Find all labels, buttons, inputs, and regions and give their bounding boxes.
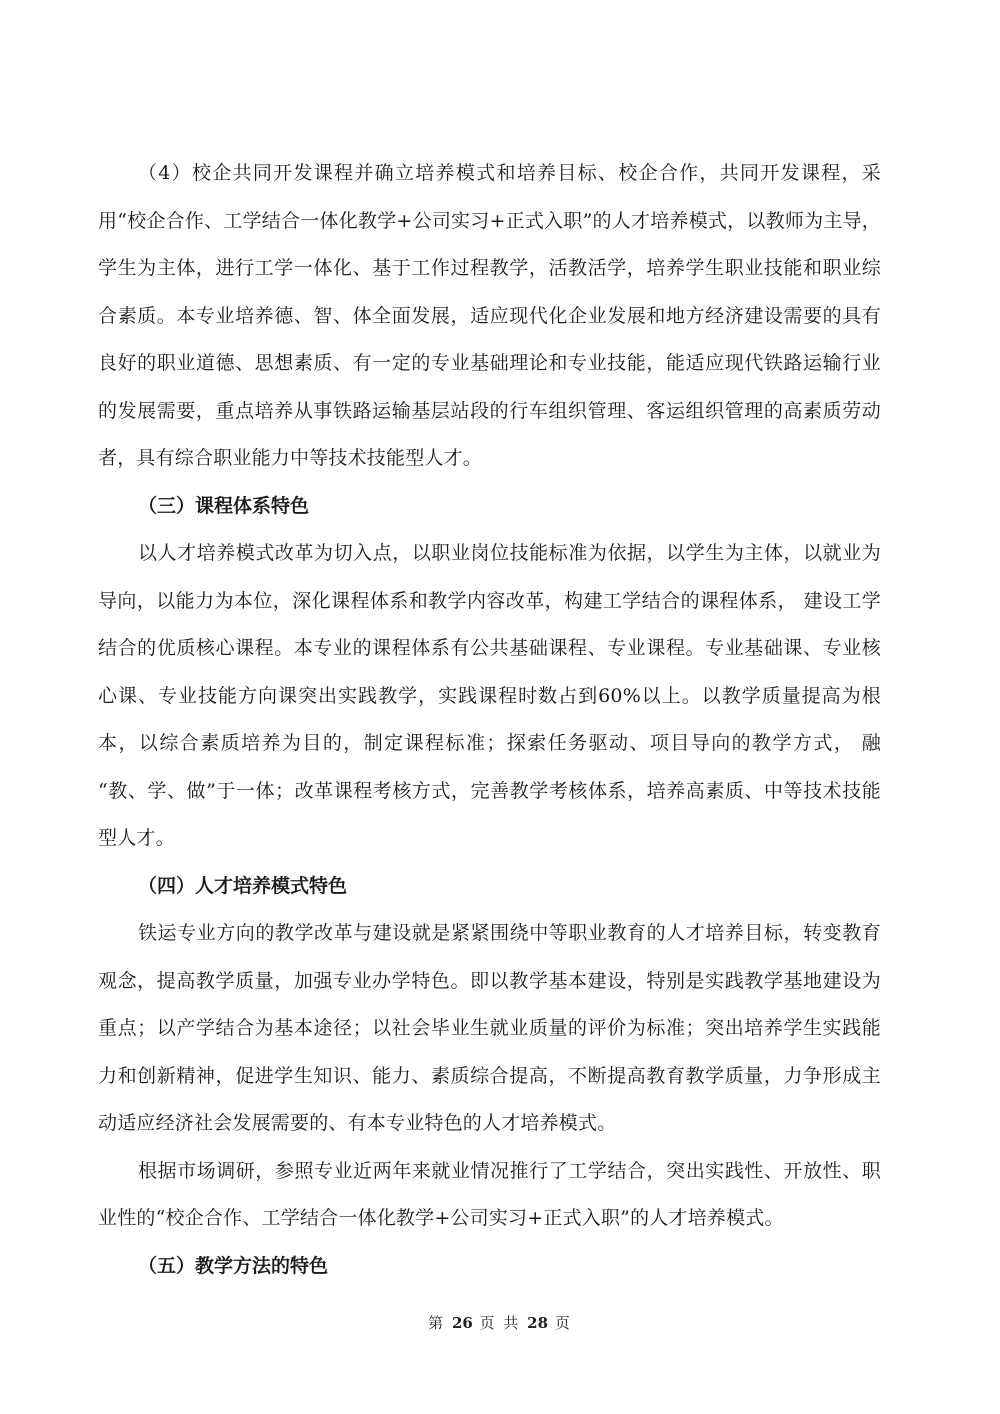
paragraph-school-enterprise-curriculum: （4）校企共同开发课程并确立培养模式和培养目标、校企合作，共同开发课程，采用“校企合作、工学结合一体化教学+公司实习+正式入职”的人才培养模式，以教师为主导，学生为主体，进行工学一体化、基于工作过程教学，活教活学，培养学生职业技能和职业综合素质。本专业培养德、智、体全面发展，适应现代化企业发展和地方经济建设需要的具有良好的职业道德、思想素质、有一定的专业基础理论和专业技能，能适应现代铁路运输行业的发展需要，重点培养从事铁路运输基层站段的行车组织管理、客运组织管理的高素质劳动者，具有综合职业能力中等技术技能型人才。 <box>98 162 881 469</box>
heading-teaching-methods: （五）教学方法的特色 <box>138 1254 329 1277</box>
footer-prefix: 第 <box>428 1314 446 1332</box>
heading-curriculum-system: （三）课程体系特色 <box>138 494 310 517</box>
heading-training-model: （四）人才培养模式特色 <box>138 874 348 897</box>
page-content <box>98 150 881 1290</box>
current-page-number: 26 <box>451 1314 473 1332</box>
paragraph-curriculum-system: 以人才培养模式改革为切入点，以职业岗位技能标准为依据，以学生为主体，以就业为导向，以能力为本位，深化课程体系和教学内容改革，构建工学结合的课程体系， 建设工学结合的优质核心课程。本专业的课程体系有公共基础课程、专业课程。专业基础课、专业核心课、专业技能方向课突出实践教学，实践课程时数占到60%以上。以教学质量提高为根本，以综合素质培养为目的，制定课程标准；探索任务驱动、项目导向的教学方式， 融 “教、学、做”于一体；改革课程考核方式，完善教学考核体系，培养高素质、中等技术技能型人才。 <box>98 542 881 849</box>
total-page-count: 28 <box>527 1314 549 1332</box>
page-footer <box>0 1312 1000 1333</box>
footer-middle: 页 共 <box>479 1314 521 1332</box>
footer-suffix: 页 <box>554 1314 572 1332</box>
paragraph-training-model: 铁运专业方向的教学改革与建设就是紧紧围绕中等职业教育的人才培养目标，转变教育观念，提高教学质量，加强专业办学特色。即以教学基本建设，特别是实践教学基地建设为重点；以产学结合为基本途径；以社会毕业生就业质量的评价为标准；突出培养学生实践能力和创新精神，促进学生知识、能力、素质综合提高，不断提高教育教学质量，力争形成主动适应经济社会发展需要的、有本专业特色的人才培养模式。 <box>98 922 881 1134</box>
paragraph-market-research: 根据市场调研，参照专业近两年来就业情况推行了工学结合，突出实践性、开放性、职业性的“校企合作、工学结合一体化教学+公司实习+正式入职”的人才培养模式。 <box>98 1159 881 1229</box>
